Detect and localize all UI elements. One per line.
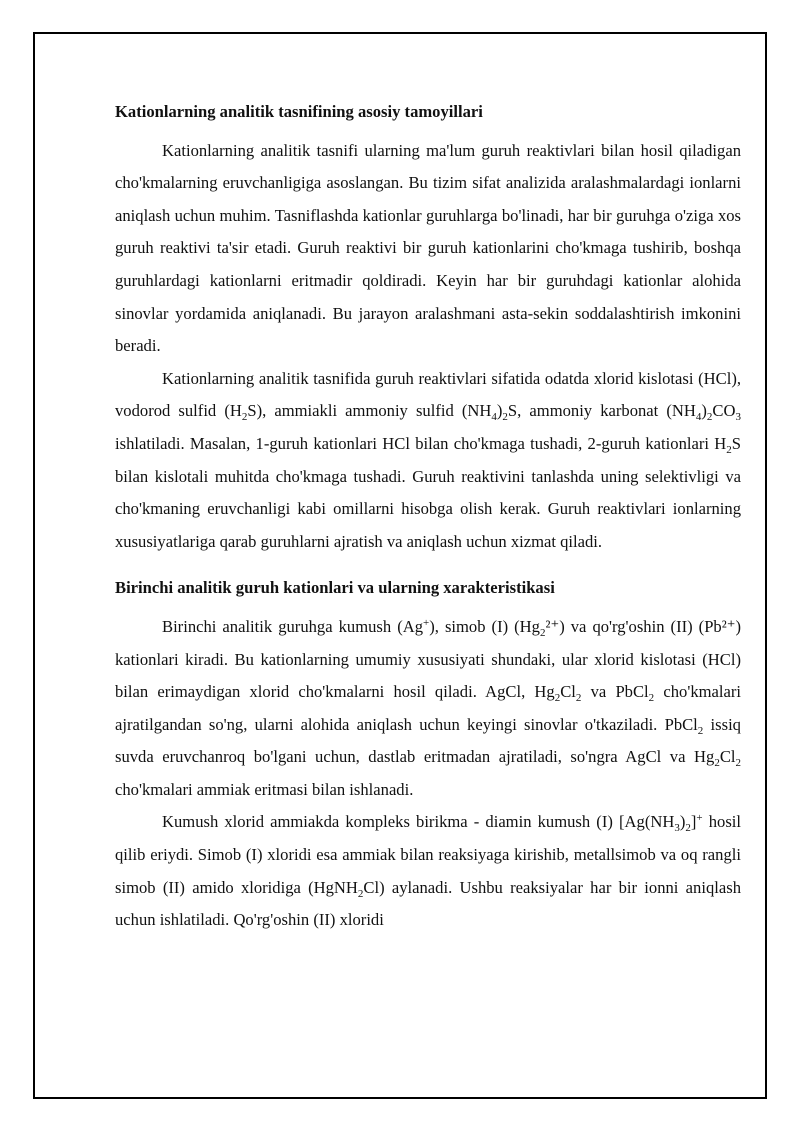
paragraph-4: Kumush xlorid ammiakda kompleks birikma - diamin kumush (I) $[Ag(NH_3)_2]^+$ hosil qilib eriydi. Simob (I) xloridi esa ammiak bilan reaksiyaga kirishib, metallsimob va oq rangli simob (II) amido xloridiga (HgNH$_2$Cl) aylanadi. Ushbu reaksiyalar har bir ionni aniqlash uchun ishlatiladi. Qo'rg'oshin (II) xloridi [115, 812, 741, 930]
section-heading-2: Birinchi analitik guruh kationlari va ularning xarakteristikasi [115, 578, 555, 598]
section-heading-1: Kationlarning analitik tasnifining asosiy tamoyillari [115, 102, 483, 121]
paragraph-1: Kationlarning analitik tasnifi ularning ma'lum guruh reaktivlari bilan hosil qiladigan cho'kmalarning eruvchanligiga asoslangan. Bu tizim sifat analizida aralashmalardagi ionlarni aniqlash uchun muhim. Tasniflashda kationlar guruhlarga bo'linadi, har bir guruhga o'ziga xos guruh reaktivi ta'sir etadi. Guruh reaktivi bir guruh kationlarini cho'kmaga tushirib, boshqa guruhlardagi kationlarni eritmadir qoldiradi. Keyin har bir guruhdagi kationlar alohida sinovlar yordamida aniqlanadi. Bu jarayon aralashmani asta-sekin soddalashtirish imkonini beradi. [115, 140, 741, 356]
document-body [115, 96, 741, 937]
paragraph-3: Birinchi analitik guruhga kumush (Ag+), simob (I) $(Hg_2^{2+})$ va qo'rg'oshin (II) (Pb²⁺) kationlari kiradi. Bu kationlarning umumiy xususiyati shundaki, ular xlorid kislotasi (HCl) bilan erimaydigan xlorid cho'kmalarni hosil qiladi. AgCl, $Hg_2Cl_2$ va PbCl$_2$ cho'kmalari ajratilgandan so'ng, ularni alohida aniqlash uchun keyingi sinovlar o'tkaziladi. PbCl$_2$ issiq suvda eruvchanroq bo'lgani uchun, dastlab eritmadan ajratiladi, so'ngra AgCl va $Hg_2Cl_2$ cho'kmalari ammiak eritmasi bilan ishlanadi. [115, 616, 741, 799]
paragraph-2: Kationlarning analitik tasnifida guruh reaktivlari sifatida odatda xlorid kislotasi (HCl), vodorod sulfid $(H_2S)$, ammiakli ammoniy sulfid $(NH_4)_2S$, ammoniy karbonat $(NH_4)_2CO_3$ ishlatiladi. Masalan, 1-guruh kationlari HCl bilan cho'kmaga tushadi, 2-guruh kationlari $H_2S$ bilan kislotali muhitda cho'kmaga tushadi. Guruh reaktivini tanlashda uning selektivligi va cho'kmaning eruvchanligi kabi omillarni hisobga olish kerak. Guruh reaktivlari ionlarning xususiyatlariga qarab guruhlarni ajratish va aniqlash uchun xizmat qiladi. [115, 368, 741, 551]
